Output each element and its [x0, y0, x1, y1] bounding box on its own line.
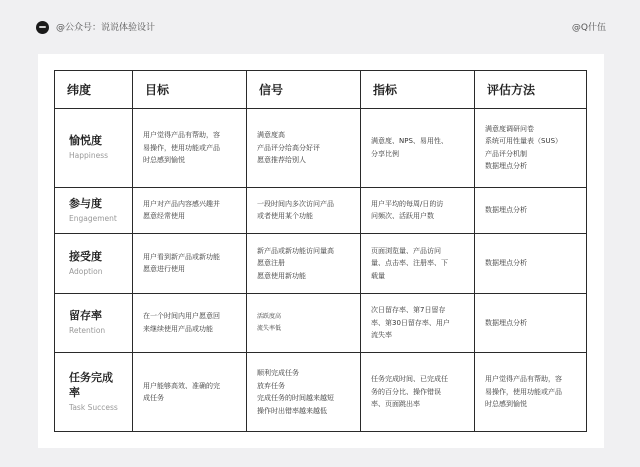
- metric-line: 满意度、NPS、易用性、: [371, 137, 448, 146]
- goal-cell: [133, 293, 247, 353]
- signal-cell: [247, 293, 361, 353]
- signal-cell: [247, 187, 361, 233]
- signal-line: 完成任务的时间越来越短: [257, 394, 334, 403]
- signal-line: 流失率低: [257, 324, 282, 332]
- goal-cell: [133, 234, 247, 294]
- metric-line: 分享比例: [371, 149, 399, 158]
- metric-cell: [361, 234, 475, 294]
- signal-cell: [247, 353, 361, 432]
- metric-line: 问频次、活跃用户数: [371, 212, 434, 221]
- goal-line: 时总感到愉悦: [143, 156, 185, 165]
- metric-line: 载量: [371, 271, 385, 280]
- method-line: 数据埋点分析: [485, 162, 527, 171]
- method-cell: [475, 187, 587, 233]
- dimension-cell: [55, 187, 133, 233]
- table-card: [38, 54, 604, 448]
- signal-line: 愿意使用新功能: [257, 271, 306, 280]
- metric-cell: [361, 293, 475, 353]
- goal-cell: [133, 109, 247, 188]
- metric-cell: [361, 353, 475, 432]
- metric-line: 用户平均的每周/日的访: [371, 199, 444, 208]
- method-line: 数据埋点分析: [485, 206, 527, 215]
- method-line: 系统可用性量表（SUS）: [485, 137, 563, 146]
- signal-line: 操作时出错率越来越低: [257, 406, 327, 415]
- table-row-engagement: [55, 187, 587, 233]
- column-header-dimension: 纬度: [55, 71, 133, 109]
- signal-line: 或者使用某个功能: [257, 212, 313, 221]
- method-line: 用户觉得产品有帮助，容: [485, 375, 562, 384]
- goal-line: 成任务: [143, 394, 164, 403]
- method-cell: [475, 109, 587, 188]
- goal-line: 用户对产品内容感兴趣并: [143, 199, 220, 208]
- signal-line: 愿意推荐给别人: [257, 156, 306, 165]
- method-cell: [475, 353, 587, 432]
- signal-line: 放弃任务: [257, 381, 285, 390]
- table-row-task-success: [55, 353, 587, 432]
- dimension-cell: [55, 109, 133, 188]
- dimension-name: 愉悦度: [69, 134, 102, 148]
- dimension-cell: [55, 293, 133, 353]
- account-logo-icon: [36, 21, 49, 34]
- signal-line: 一段时间内多次访问产品: [257, 199, 334, 208]
- author-tag: @Q什伍: [571, 23, 606, 33]
- goal-line: 用户能够高效、准确的完: [143, 381, 220, 390]
- metric-cell: [361, 109, 475, 188]
- goal-line: 易操作，使用功能或产品: [143, 143, 220, 152]
- dimension-english: Happiness: [69, 151, 109, 161]
- method-cell: [475, 293, 587, 353]
- dimension-cell: [55, 234, 133, 294]
- goal-line: 用户觉得产品有帮助，容: [143, 131, 220, 140]
- signal-line: 新产品或新功能访问量高: [257, 246, 334, 255]
- table-row-retention: [55, 293, 587, 353]
- method-line: 满意度调研问卷: [485, 124, 534, 133]
- method-cell: [475, 234, 587, 294]
- goal-line: 用户看到新产品或新功能: [143, 252, 220, 261]
- metrics-table: [54, 70, 587, 432]
- method-line: 数据埋点分析: [485, 259, 527, 268]
- dimension-cell: [55, 353, 133, 432]
- metric-line: 务的百分比、操作错误: [371, 387, 441, 396]
- column-header-signal: 信号: [247, 71, 361, 109]
- signal-line: 产品评分给高分好评: [257, 143, 320, 152]
- column-header-method: 评估方法: [475, 71, 587, 109]
- column-header-metric: 指标: [361, 71, 475, 109]
- goal-line: 愿意进行使用: [143, 265, 185, 274]
- metric-line: 次日留存率、第7日留存: [371, 306, 446, 315]
- account-name: @公众号：说说体验设计: [56, 23, 156, 33]
- method-line: 易操作，使用功能或产品: [485, 387, 562, 396]
- goal-line: 愿意经常使用: [143, 212, 185, 221]
- signal-line: 顺利完成任务: [257, 369, 299, 378]
- method-line: 时总感到愉悦: [485, 400, 527, 409]
- metric-line: 页面浏览量、产品访问: [371, 246, 441, 255]
- table-row-happiness: [55, 109, 587, 188]
- dimension-name: 接受度: [69, 249, 102, 263]
- dimension-name: 参与度: [69, 196, 102, 210]
- goal-line: 来继续使用产品或功能: [143, 324, 213, 333]
- metric-line: 量、点击率、注册率、下: [371, 259, 448, 268]
- dimension-english: Engagement: [69, 213, 117, 223]
- top-bar: [0, 0, 640, 52]
- dimension-name: 留存率: [69, 309, 102, 323]
- goal-line: 在一个时间内用户愿意回: [143, 312, 220, 321]
- signal-line: 满意度高: [257, 131, 285, 140]
- metric-cell: [361, 187, 475, 233]
- dimension-name: 任务完成率: [69, 371, 113, 400]
- dimension-english: Adoption: [69, 266, 103, 276]
- column-header-goal: 目标: [133, 71, 247, 109]
- metric-line: 流失率: [371, 331, 392, 340]
- metric-line: 任务完成时间、已完成任: [371, 375, 448, 384]
- metric-line: 率、页面跳出率: [371, 400, 420, 409]
- signal-line: 活跃度高: [257, 312, 282, 320]
- goal-cell: [133, 187, 247, 233]
- method-line: 产品评分机制: [485, 149, 527, 158]
- metric-line: 率、第30日留存率、用户: [371, 318, 450, 327]
- method-line: 数据埋点分析: [485, 318, 527, 327]
- signal-cell: [247, 109, 361, 188]
- signal-cell: [247, 234, 361, 294]
- dimension-english: Retention: [69, 326, 106, 336]
- table-row-adoption: [55, 234, 587, 294]
- dimension-english: Task Success: [69, 403, 118, 413]
- goal-cell: [133, 353, 247, 432]
- table-header-row: [55, 71, 587, 109]
- signal-line: 愿意注册: [257, 259, 285, 268]
